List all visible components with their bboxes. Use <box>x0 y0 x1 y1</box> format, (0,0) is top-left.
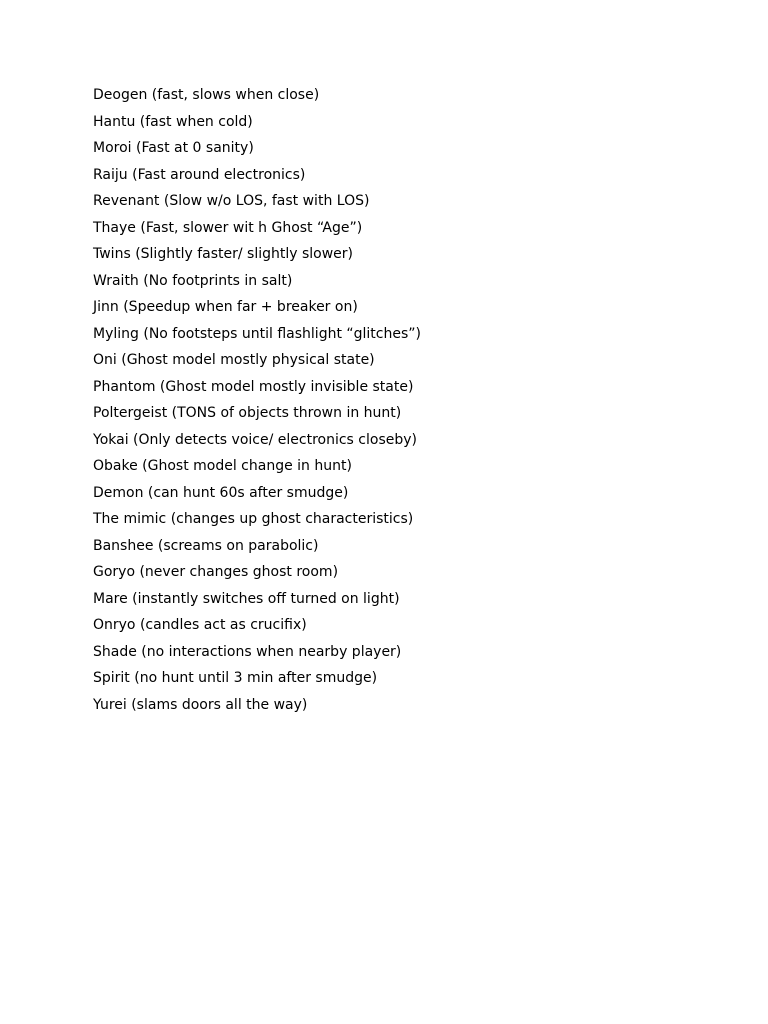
list-item: Phantom (Ghost model mostly invisible state) <box>93 378 414 395</box>
list-item: Yokai (Only detects voice/ electronics closeby) <box>93 431 417 448</box>
list-item: Oni (Ghost model mostly physical state) <box>93 352 375 368</box>
list-item: The mimic (changes up ghost characteristics) <box>93 511 414 527</box>
list-item: Demon (can hunt 60s after smudge) <box>93 484 349 501</box>
list-item: Thaye (Fast, slower wit h Ghost “Age”) <box>93 219 363 236</box>
list-item: Revenant (Slow w/o LOS, fast with LOS) <box>93 193 370 209</box>
ghost-list <box>93 84 421 720</box>
list-item: Onryo (candles act as crucifix) <box>93 617 307 633</box>
list-item: Moroi (Fast at 0 sanity) <box>93 140 254 156</box>
list-item: Wraith (No footprints in salt) <box>93 272 293 289</box>
list-item: Jinn (Speedup when far + breaker on) <box>93 299 358 315</box>
list-item: Mare (instantly switches off turned on light) <box>93 590 400 607</box>
list-item: Shade (no interactions when nearby player) <box>93 643 402 660</box>
list-item: Poltergeist (TONS of objects thrown in hunt) <box>93 405 402 421</box>
list-item: Banshee (screams on parabolic) <box>93 537 319 554</box>
list-item: Hantu (fast when cold) <box>93 113 253 130</box>
list-item: Myling (No footsteps until flashlight “glitches”) <box>93 325 421 342</box>
list-item: Raiju (Fast around electronics) <box>93 166 306 183</box>
list-item: Deogen (fast, slows when close) <box>93 87 320 103</box>
list-item: Goryo (never changes ghost room) <box>93 564 339 580</box>
list-item: Spirit (no hunt until 3 min after smudge) <box>93 670 378 686</box>
list-item: Obake (Ghost model change in hunt) <box>93 458 352 474</box>
list-item: Yurei (slams doors all the way) <box>93 696 308 713</box>
list-item: Twins (Slightly faster/ slightly slower) <box>93 246 353 262</box>
